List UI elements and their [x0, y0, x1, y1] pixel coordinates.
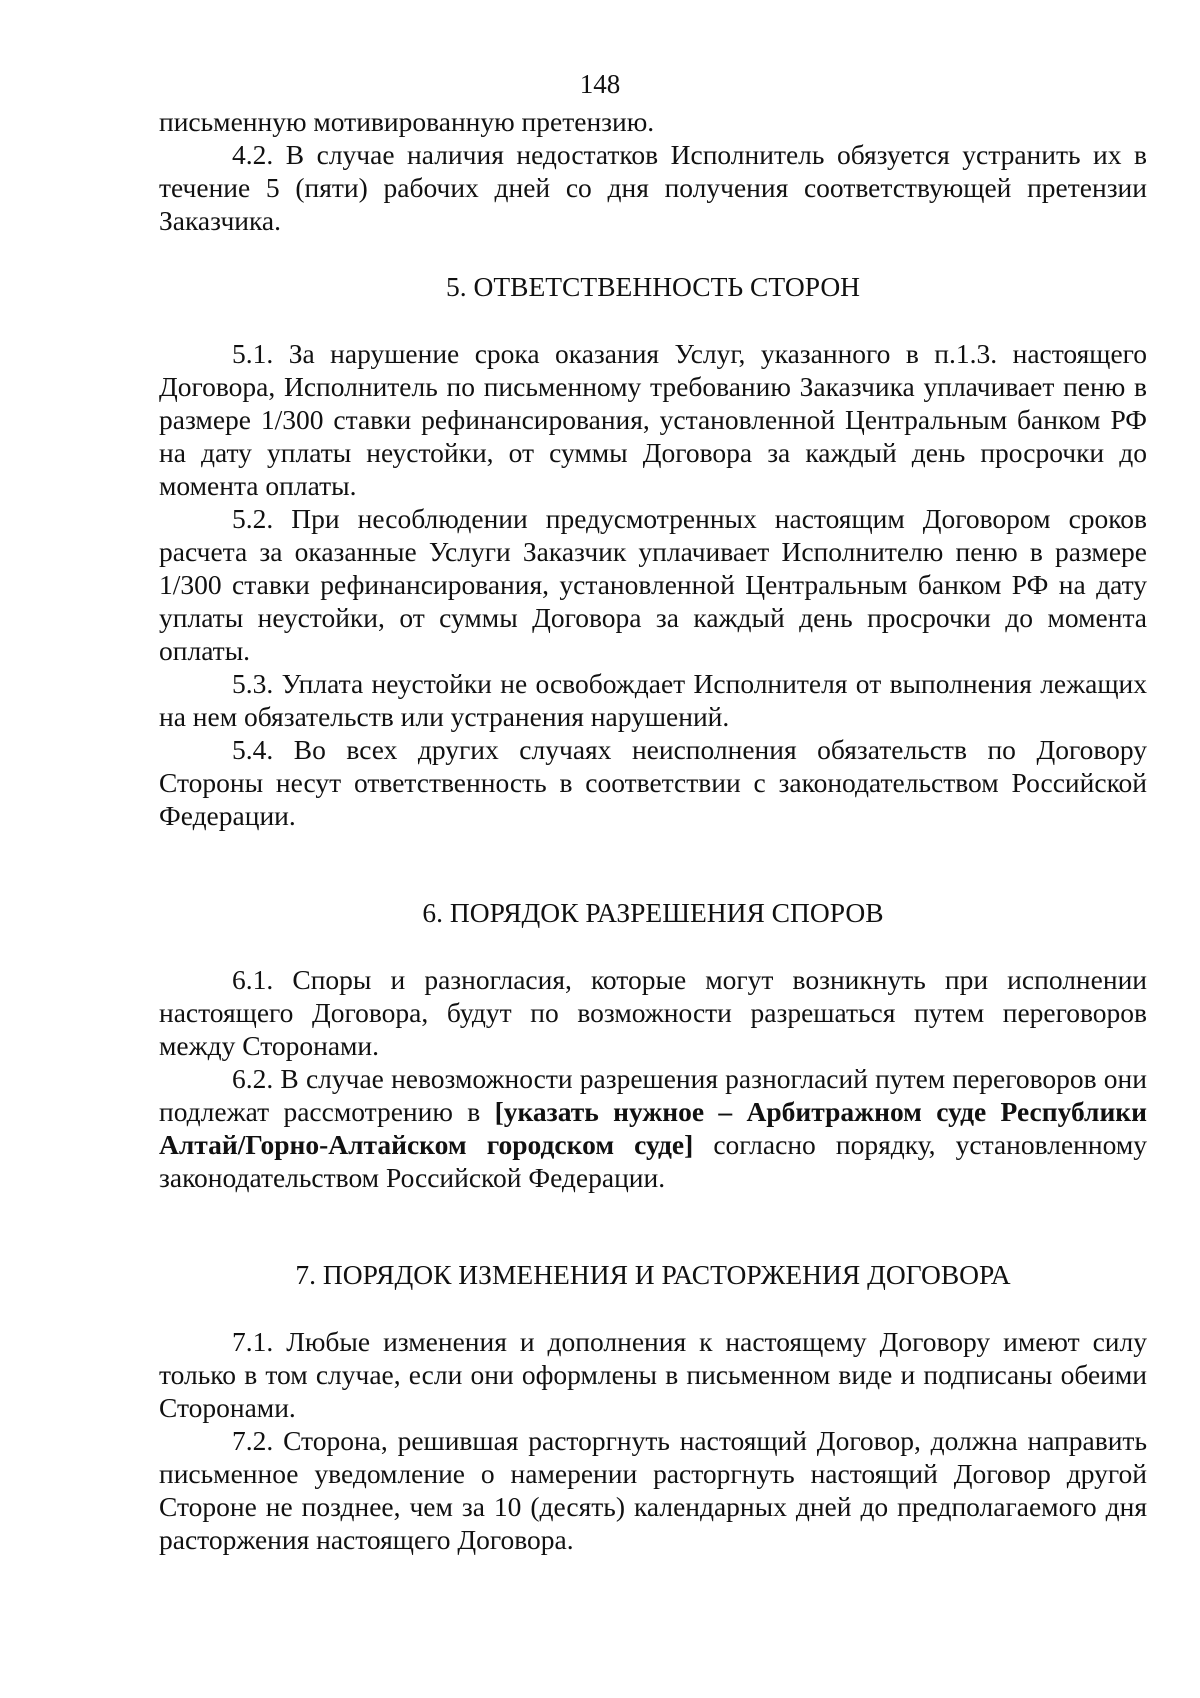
page-number: 148	[579, 69, 621, 99]
clause-6-2-start: 6.2. В случае невозможности разрешения разногласий путем переговоров они подлежат рассмотрению в	[159, 1063, 1147, 1127]
clause-4-2: 4.2. В случае наличия недостатков Исполнитель обязуется устранить их в течение 5 (пяти) рабочих дней со дня получения соответствующей претензии Заказчика.	[159, 139, 1147, 236]
clause-5-2: 5.2. При несоблюдении предусмотренных настоящим Договором сроков расчета за оказанные Услуги Заказчик уплачивает Исполнителю пеню в размере 1/300 ставки рефинансирования, установленной Центральным банком РФ на дату уплаты неустойки, от суммы Договора за каждый день просрочки до момента оплаты.	[159, 503, 1147, 666]
clause-6-2	[159, 1062, 1147, 1194]
clause-5-3: 5.3. Уплата неустойки не освобождает Исполнителя от выполнения лежащих на нем обязательств или устранения нарушений.	[159, 668, 1147, 732]
clause-7-2: 7.2. Сторона, решившая расторгнуть настоящий Договор, должна направить письменное уведомление о намерении расторгнуть настоящий Договор другой Стороне не позднее, чем за 10 (десять) календарных дней до предполагаемого дня расторжения настоящего Договора.	[159, 1425, 1147, 1555]
clause-6-2-court-choice: [указать нужное – Арбитражном суде Республики Алтай/Горно-Алтайском городском суде]	[159, 1096, 1148, 1160]
section-heading-7: 7. ПОРЯДОК ИЗМЕНЕНИЯ И РАСТОРЖЕНИЯ ДОГОВОРА	[295, 1259, 1011, 1290]
document-body	[159, 105, 1147, 1556]
section-heading-6: 6. ПОРЯДОК РАЗРЕШЕНИЯ СПОРОВ	[422, 897, 884, 928]
clause-5-4: 5.4. Во всех других случаях неисполнения обязательств по Договору Стороны несут ответственность в соответствии с законодательством Российской Федерации.	[159, 734, 1147, 831]
paragraph-continuation: письменную мотивированную претензию.	[159, 106, 655, 137]
clause-6-1: 6.1. Споры и разногласия, которые могут возникнуть при исполнении настоящего Договора, будут по возможности разрешаться путем переговоров между Сторонами.	[159, 964, 1147, 1061]
clause-5-1: 5.1. За нарушение срока оказания Услуг, указанного в п.1.3. настоящего Договора, Исполнитель по письменному требованию Заказчика уплачивает пеню в размере 1/300 ставки рефинансирования, установленной Центральным банком РФ на дату уплаты неустойки, от суммы Договора за каждый день просрочки до момента оплаты.	[159, 338, 1147, 501]
section-heading-5: 5. ОТВЕТСТВЕННОСТЬ СТОРОН	[445, 271, 861, 302]
clause-7-1: 7.1. Любые изменения и дополнения к настоящему Договору имеют силу только в том случае, если они оформлены в письменном виде и подписаны обеими Сторонами.	[159, 1326, 1147, 1423]
clause-6-2-end: согласно порядку, установленному законодательством Российской Федерации.	[159, 1129, 1147, 1193]
